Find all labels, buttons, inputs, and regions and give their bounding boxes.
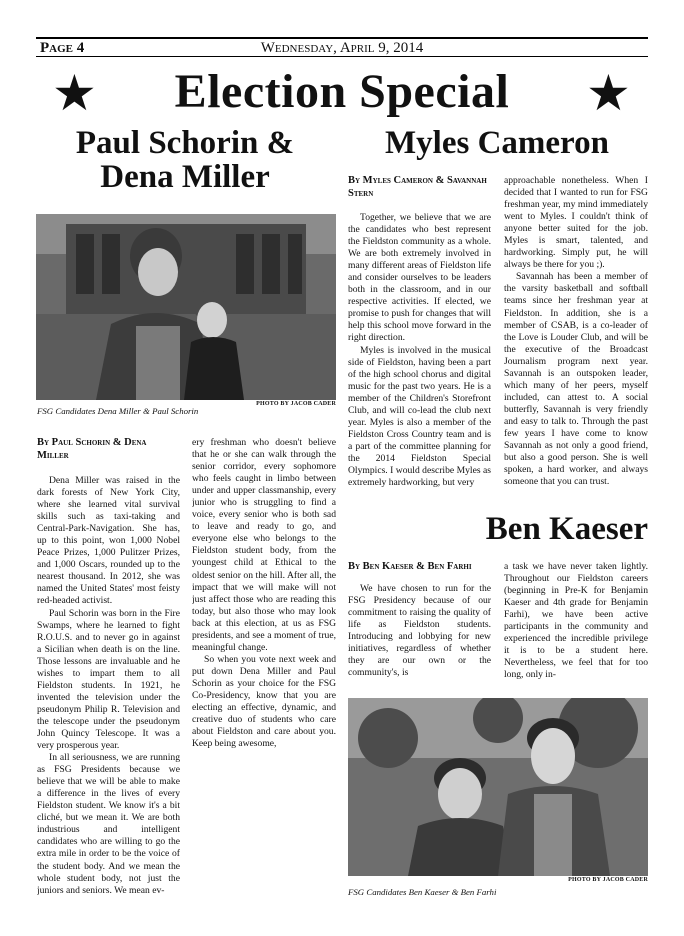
byline-schorin-miller: By Paul Schorin & Dena Miller [37,437,147,461]
candidate-name-myles-cameron: Myles Cameron [385,125,609,161]
paragraph: ery freshman who doesn't believe that he or she can walk through the senior corridor, every sophomore who feels caught in limbo between under and upper classmanship, every junior who is struggling to find a voice, every senior who is both sad to leave and ready to go, and everyone else who belongs to the Fieldston student body, from the youngest child at Ethical to the oldest senior on the hill. After all, the impact that we will make will not just affect those who are reading this today, but also those who may look back at this election, at us as FSG presidents, and see a moment of true, meaningful change. [192,437,336,653]
candidate-name-schorin-miller: Paul Schorin & Dena Miller [75,125,295,195]
paragraph: In all seriousness, we are running as FSG Presidents because we believe that we will be able to make a difference in the lives of every Fieldston student. We know it's a bit cliché, but we mean it. We are both industrious and intelligent candidates who are willing to go the extra mile in order to be the voice of the student body. And we mean the whole student body, not just the juniors and seniors. We mean ev- [37,752,180,895]
photo-caption-2: FSG Candidates Ben Kaeser & Ben Farhi [348,887,497,897]
candidate-name-ben-kaeser: Ben Kaeser [485,511,648,547]
photo-credit-2: PHOTO BY JACOB CADER [568,877,648,883]
article-column-3 [348,212,491,492]
article-column-1 [37,475,180,895]
paragraph: Together, we believe that we are the candidates who best represent the Fieldston community as a whole. We are both extremely involved in many different areas of Fieldston life and consider ourselves to be leaders both in the classroom, and in our respective activities. If elected, we promise to push for changes that will help this school move forward in the right direction. [348,212,491,344]
page-title: Election Special [174,65,510,118]
byline-kaeser-farhi: By Ben Kaeser & Ben Farhi [348,561,472,572]
issue-date: Wednesday, April 9, 2014 [260,40,424,56]
header-top-rule [36,37,648,39]
paragraph: Paul Schorin was born in the Fire Swamps, where he learned to fight R.O.U.S. and to never go in against a Sicilian when death is on the line. Those lessons are invaluable and he wishes to impart them to all Fieldston students. In 1921, he invented the television under the pseudonym Philip R. Television and the telescope under the pseudonym John Quincy Telescope. It was a very prosperous year. [37,607,180,752]
paragraph: approachable nonetheless. When I decided that I wanted to run for FSG freshman year, my mind immediately went to Myles. I couldn't think of anyone better suited for the job. Myles is smart, talented, and hardworking. Simply put, he will always be there for you ;). [504,175,648,271]
star-icon-left: ★ [52,65,97,121]
page-number: Page 4 [40,40,85,56]
article-column-4 [504,175,648,493]
article-column-6 [504,561,648,683]
photo-dena-miller-paul-schorin [36,214,336,400]
paragraph: Savannah has been a member of the varsity basketball and softball teams since her freshman year at Fieldston. In addition, she is a member of CSAB, is a co-leader of the Love is Louder Club, and will be the executive of the Broadcast Journalism program next year. Savannah is an outspoken leader, which many of her peers, myself included, can attest to. A social butterfly, Savannah is very friendly and easy to talk to. Through the past few years I have come to know Savannah as not only a good friend, but also a good person. She is well spoken, a hard worker, and always someone that you can trust. [504,271,648,488]
photo-ben-kaeser-ben-farhi [348,698,648,876]
paragraph: We have chosen to run for the FSG Presidency because of our commitment to raising the quality of life as Fieldston students. Introducing and lobbying for new initiatives, regardless of whether they are our own or the community's, is [348,583,491,679]
paragraph: So when you vote next week and put down Dena Miller and Paul Schorin as your choice for the FSG Co-Presidency, know that you are electing an effective, dynamic, and creative duo of students who care about Fieldston and care about you. Keep being awesome, [192,653,336,750]
paragraph: Myles is involved in the musical side of Fieldston, having been a part of the high school chorus and digital music for the past two years. He is a member of the Children's Storefront Club, and will co-lead the club next year. Myles is also a member of the Fieldston Cross Country team and is a part of the committee planning for the 2014 Fieldston Special Olympics. I would describe Myles as extremely hardworking, but very [348,344,491,489]
header-bottom-rule [36,56,648,57]
star-icon-right: ★ [586,65,631,121]
byline-cameron-stern: By Myles Cameron & Savannah Stern [348,175,487,199]
photo-credit-1: PHOTO BY JACOB CADER [256,401,336,407]
paragraph: a task we have never taken lightly. Throughout our Fieldston careers (beginning in Pre-K for Benjamin Kaeser and 4th grade for Benjamin Farhi), we have been active participants in the community and experienced the incredible privilege it is to be a student here. Nevertheless, we feel that for too long, only in- [504,561,648,681]
photo-caption-1: FSG Candidates Dena Miller & Paul Schorin [37,406,199,416]
paragraph: Dena Miller was raised in the dark forests of New York City, where she learned vital survival skills such as taxi-taking and Central-Park-Navigation. She has, up to this point, won 1,000 Nobel Peace Prizes, 1,000 Pulitzer Prizes, and 1,000 Oscars, rounded up to the nearest thousand. In 2012, she was named the United States' most feisty red-headed activist. [37,475,180,607]
article-column-5 [348,583,491,683]
article-column-2 [192,437,336,777]
